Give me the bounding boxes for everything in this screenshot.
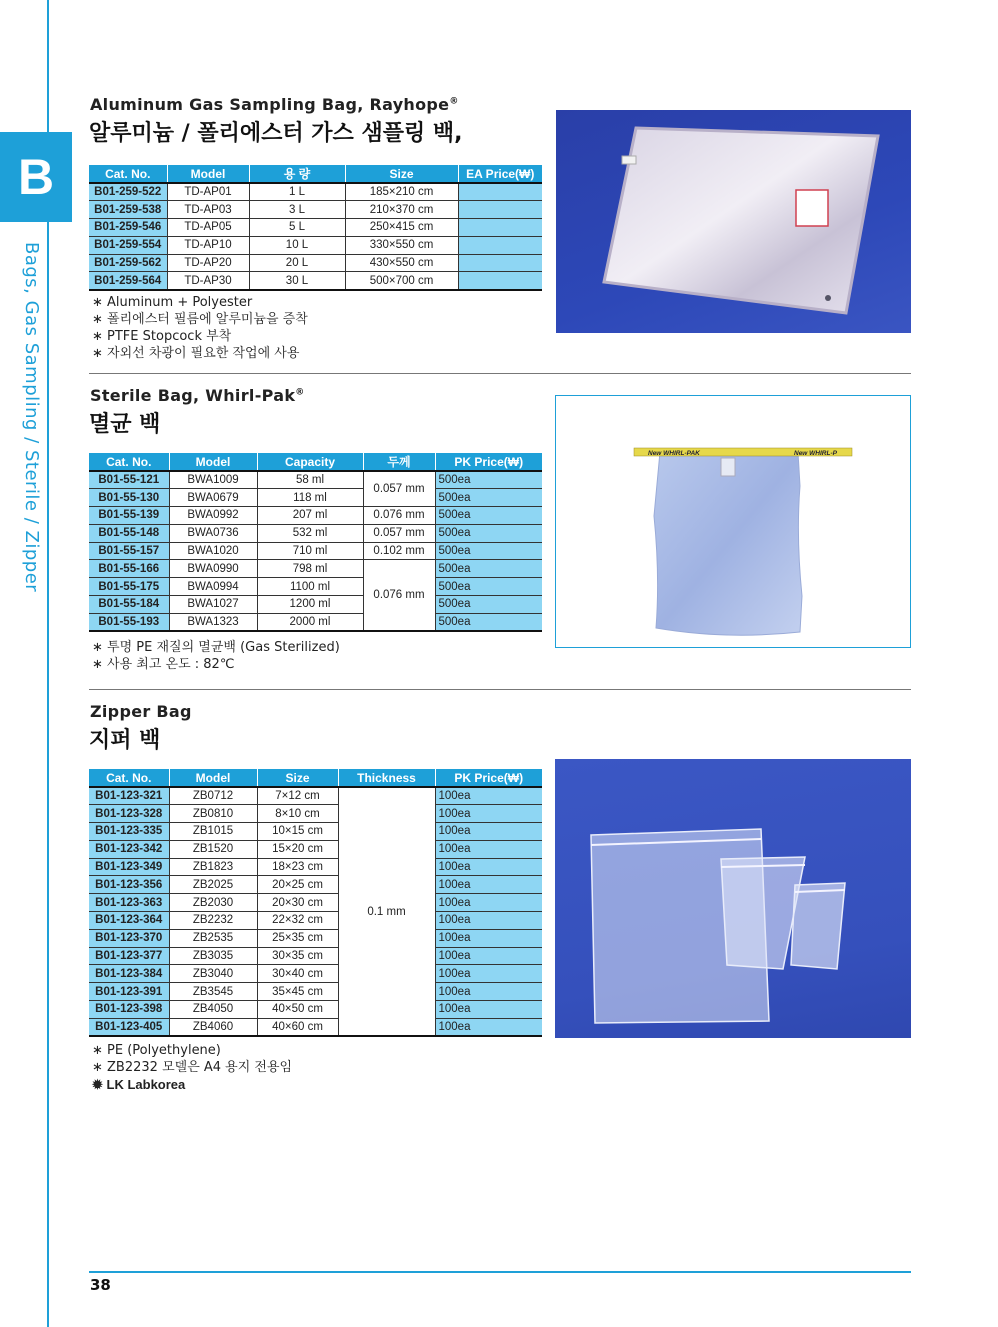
table-row	[89, 1001, 542, 1019]
cat-no-cell: B01-123-349	[89, 858, 169, 876]
table-row	[89, 840, 542, 858]
price-cell	[458, 272, 542, 290]
size-cell: 18×23 cm	[257, 858, 338, 876]
model-cell: ZB2025	[169, 876, 257, 894]
price-cell: 100ea	[435, 894, 542, 912]
model-cell: ZB2030	[169, 894, 257, 912]
model-cell: TD-AP03	[167, 201, 249, 219]
section2-notes	[92, 639, 340, 673]
cat-no-cell: B01-259-562	[89, 254, 167, 272]
col-header: 용 량	[249, 165, 345, 183]
section2-title-en: Sterile Bag, Whirl-Pak®	[90, 386, 305, 405]
brand-name: ✹ LK Labkorea	[92, 1076, 292, 1093]
model-cell: TD-AP20	[167, 254, 249, 272]
price-cell: 100ea	[435, 823, 542, 841]
price-cell: 100ea	[435, 858, 542, 876]
model-cell: ZB3040	[169, 965, 257, 983]
col-header: PK Price(₩)	[435, 769, 542, 787]
cat-no-cell: B01-123-356	[89, 876, 169, 894]
table-row	[89, 965, 542, 983]
note: ∗ ZB2232 모델은 A4 용지 전용임	[92, 1059, 292, 1076]
section-tab: B	[0, 132, 72, 222]
table-row	[89, 947, 542, 965]
model-cell: TD-AP01	[167, 183, 249, 201]
price-cell	[458, 201, 542, 219]
table-row	[89, 489, 542, 507]
col-header: 두께	[363, 453, 435, 471]
section3-notes	[92, 1042, 292, 1093]
cat-no-cell: B01-123-391	[89, 983, 169, 1001]
note: ∗ 사용 최고 온도 : 82℃	[92, 656, 340, 673]
cat-no-cell: B01-55-148	[89, 524, 169, 542]
section1-title-en: Aluminum Gas Sampling Bag, Rayhope®	[90, 95, 459, 114]
table-row	[89, 542, 542, 560]
price-cell: 100ea	[435, 912, 542, 930]
thickness-cell: 0.102 mm	[363, 542, 435, 560]
capacity-cell: 207 ml	[257, 507, 363, 525]
table-row	[89, 983, 542, 1001]
price-cell: 100ea	[435, 787, 542, 805]
model-cell: ZB1015	[169, 823, 257, 841]
price-cell: 500ea	[435, 471, 542, 489]
col-header: Model	[167, 165, 249, 183]
capacity-cell: 118 ml	[257, 489, 363, 507]
price-cell: 100ea	[435, 1001, 542, 1019]
section2-table	[89, 453, 542, 632]
capacity-cell: 20 L	[249, 254, 345, 272]
model-cell: TD-AP10	[167, 236, 249, 254]
aluminum-bag-image	[556, 110, 911, 333]
whirlpak-label: New WHIRL-PAK	[648, 450, 700, 457]
model-cell: TD-AP05	[167, 219, 249, 237]
size-cell: 40×50 cm	[257, 1001, 338, 1019]
note: ∗ PE (Polyethylene)	[92, 1042, 292, 1059]
cat-no-cell: B01-123-342	[89, 840, 169, 858]
capacity-cell: 58 ml	[257, 471, 363, 489]
whirlpak-bag-image	[556, 396, 910, 647]
size-cell: 40×60 cm	[257, 1018, 338, 1036]
capacity-cell: 1 L	[249, 183, 345, 201]
note: ∗ Aluminum + Polyester	[92, 294, 308, 311]
cat-no-cell: B01-123-384	[89, 965, 169, 983]
cat-no-cell: B01-123-363	[89, 894, 169, 912]
col-header: Cat. No.	[89, 769, 169, 787]
col-header: Cat. No.	[89, 453, 169, 471]
model-cell: ZB4050	[169, 1001, 257, 1019]
cat-no-cell: B01-123-405	[89, 1018, 169, 1036]
note: ∗ PTFE Stopcock 부착	[92, 328, 308, 345]
cat-no-cell: B01-259-538	[89, 201, 167, 219]
price-cell: 500ea	[435, 507, 542, 525]
size-cell: 25×35 cm	[257, 929, 338, 947]
capacity-cell: 532 ml	[257, 524, 363, 542]
price-cell: 100ea	[435, 1018, 542, 1036]
model-cell: BWA1027	[169, 596, 257, 614]
model-cell: BWA1323	[169, 613, 257, 631]
table-row	[89, 894, 542, 912]
thickness-cell: 0.076 mm	[363, 560, 435, 631]
cat-no-cell: B01-55-157	[89, 542, 169, 560]
col-header: EA Price(₩)	[458, 165, 542, 183]
model-cell: BWA0736	[169, 524, 257, 542]
capacity-cell: 30 L	[249, 272, 345, 290]
model-cell: ZB3035	[169, 947, 257, 965]
size-cell: 30×40 cm	[257, 965, 338, 983]
section-divider	[89, 373, 911, 374]
price-cell: 500ea	[435, 613, 542, 631]
size-cell: 20×30 cm	[257, 894, 338, 912]
note: ∗ 폴리에스터 필름에 알루미늄을 증착	[92, 311, 308, 328]
page-number: 38	[90, 1276, 111, 1294]
section1-table	[89, 165, 542, 291]
size-cell: 20×25 cm	[257, 876, 338, 894]
section2-title-ko: 멸균 백	[89, 412, 161, 437]
size-cell: 8×10 cm	[257, 805, 338, 823]
model-cell: BWA1020	[169, 542, 257, 560]
table-row	[89, 471, 542, 489]
capacity-cell: 1200 ml	[257, 596, 363, 614]
price-cell	[458, 254, 542, 272]
col-header: Cat. No.	[89, 165, 167, 183]
thickness-cell: 0.076 mm	[363, 507, 435, 525]
capacity-cell: 10 L	[249, 236, 345, 254]
col-header: Thickness	[338, 769, 435, 787]
price-cell: 100ea	[435, 983, 542, 1001]
size-cell: 330×550 cm	[345, 236, 458, 254]
size-cell: 185×210 cm	[345, 183, 458, 201]
table-row	[89, 272, 542, 290]
cat-no-cell: B01-55-166	[89, 560, 169, 578]
section3-title-ko: 지퍼 백	[89, 728, 161, 753]
section1-title-ko: 알루미늄 / 폴리에스터 가스 샘플링 백,	[89, 121, 463, 146]
cat-no-cell: B01-55-121	[89, 471, 169, 489]
model-cell: BWA0994	[169, 578, 257, 596]
model-cell: ZB2535	[169, 929, 257, 947]
price-cell: 100ea	[435, 876, 542, 894]
table-row	[89, 787, 542, 805]
table-row	[89, 524, 542, 542]
cat-no-cell: B01-123-328	[89, 805, 169, 823]
price-cell: 500ea	[435, 524, 542, 542]
price-cell: 100ea	[435, 929, 542, 947]
side-category-label: Bags, Gas Sampling / Sterile / Zipper	[21, 242, 42, 593]
cat-no-cell: B01-55-175	[89, 578, 169, 596]
price-cell: 100ea	[435, 947, 542, 965]
price-cell: 100ea	[435, 840, 542, 858]
price-cell	[458, 183, 542, 201]
note: ∗ 자외선 차광이 필요한 작업에 사용	[92, 345, 308, 362]
size-cell: 430×550 cm	[345, 254, 458, 272]
cat-no-cell: B01-259-554	[89, 236, 167, 254]
whirlpak-label: New WHIRL-P	[794, 450, 837, 457]
cat-no-cell: B01-123-398	[89, 1001, 169, 1019]
col-header: Size	[257, 769, 338, 787]
zipper-bags-image	[555, 759, 911, 1038]
col-header: Model	[169, 769, 257, 787]
cat-no-cell: B01-55-193	[89, 613, 169, 631]
model-cell: ZB0712	[169, 787, 257, 805]
model-cell: BWA0990	[169, 560, 257, 578]
table-row	[89, 560, 542, 578]
section3-title-en: Zipper Bag	[90, 702, 192, 721]
cat-no-cell: B01-55-184	[89, 596, 169, 614]
price-cell	[458, 236, 542, 254]
model-cell: ZB1823	[169, 858, 257, 876]
model-cell: ZB0810	[169, 805, 257, 823]
zipper-bag-photo	[555, 759, 911, 1038]
size-cell: 10×15 cm	[257, 823, 338, 841]
cat-no-cell: B01-123-364	[89, 912, 169, 930]
thickness-cell: 0.057 mm	[363, 524, 435, 542]
table-row	[89, 254, 542, 272]
capacity-cell: 798 ml	[257, 560, 363, 578]
size-cell: 250×415 cm	[345, 219, 458, 237]
size-cell: 35×45 cm	[257, 983, 338, 1001]
model-cell: ZB2232	[169, 912, 257, 930]
col-header: Size	[345, 165, 458, 183]
table-row	[89, 613, 542, 631]
table-row	[89, 183, 542, 201]
table-row	[89, 507, 542, 525]
table-row	[89, 219, 542, 237]
capacity-cell: 3 L	[249, 201, 345, 219]
note: ∗ 투명 PE 재질의 멸균백 (Gas Sterilized)	[92, 639, 340, 656]
cat-no-cell: B01-123-321	[89, 787, 169, 805]
size-cell: 30×35 cm	[257, 947, 338, 965]
price-cell: 500ea	[435, 489, 542, 507]
size-cell: 7×12 cm	[257, 787, 338, 805]
capacity-cell: 710 ml	[257, 542, 363, 560]
table-row	[89, 929, 542, 947]
thickness-cell: 0.1 mm	[338, 787, 435, 1036]
price-cell: 500ea	[435, 596, 542, 614]
price-cell: 500ea	[435, 560, 542, 578]
cat-no-cell: B01-123-377	[89, 947, 169, 965]
cat-no-cell: B01-55-139	[89, 507, 169, 525]
model-cell: BWA0992	[169, 507, 257, 525]
table-row	[89, 805, 542, 823]
table-row	[89, 912, 542, 930]
price-cell	[458, 219, 542, 237]
cat-no-cell: B01-259-522	[89, 183, 167, 201]
capacity-cell: 5 L	[249, 219, 345, 237]
price-cell: 500ea	[435, 578, 542, 596]
size-cell: 15×20 cm	[257, 840, 338, 858]
section3-table	[89, 769, 542, 1037]
model-cell: ZB4060	[169, 1018, 257, 1036]
aluminum-bag-photo	[556, 110, 911, 333]
cat-no-cell: B01-123-335	[89, 823, 169, 841]
cat-no-cell: B01-123-370	[89, 929, 169, 947]
section-divider	[89, 689, 911, 690]
cat-no-cell: B01-259-564	[89, 272, 167, 290]
table-row	[89, 596, 542, 614]
price-cell: 100ea	[435, 805, 542, 823]
col-header: Capacity	[257, 453, 363, 471]
cat-no-cell: B01-55-130	[89, 489, 169, 507]
cat-no-cell: B01-259-546	[89, 219, 167, 237]
col-header: Model	[169, 453, 257, 471]
size-cell: 500×700 cm	[345, 272, 458, 290]
capacity-cell: 2000 ml	[257, 613, 363, 631]
whirlpak-bag-photo	[555, 395, 911, 648]
table-row	[89, 876, 542, 894]
table-row	[89, 201, 542, 219]
model-cell: ZB1520	[169, 840, 257, 858]
col-header: PK Price(₩)	[435, 453, 542, 471]
price-cell: 100ea	[435, 965, 542, 983]
table-row	[89, 236, 542, 254]
table-row	[89, 1018, 542, 1036]
model-cell: BWA1009	[169, 471, 257, 489]
model-cell: TD-AP30	[167, 272, 249, 290]
thickness-cell: 0.057 mm	[363, 471, 435, 507]
size-cell: 210×370 cm	[345, 201, 458, 219]
section1-notes	[92, 294, 308, 362]
model-cell: ZB3545	[169, 983, 257, 1001]
capacity-cell: 1100 ml	[257, 578, 363, 596]
model-cell: BWA0679	[169, 489, 257, 507]
table-row	[89, 823, 542, 841]
footer-line	[89, 1271, 911, 1273]
size-cell: 22×32 cm	[257, 912, 338, 930]
table-row	[89, 858, 542, 876]
table-row	[89, 578, 542, 596]
price-cell: 500ea	[435, 542, 542, 560]
